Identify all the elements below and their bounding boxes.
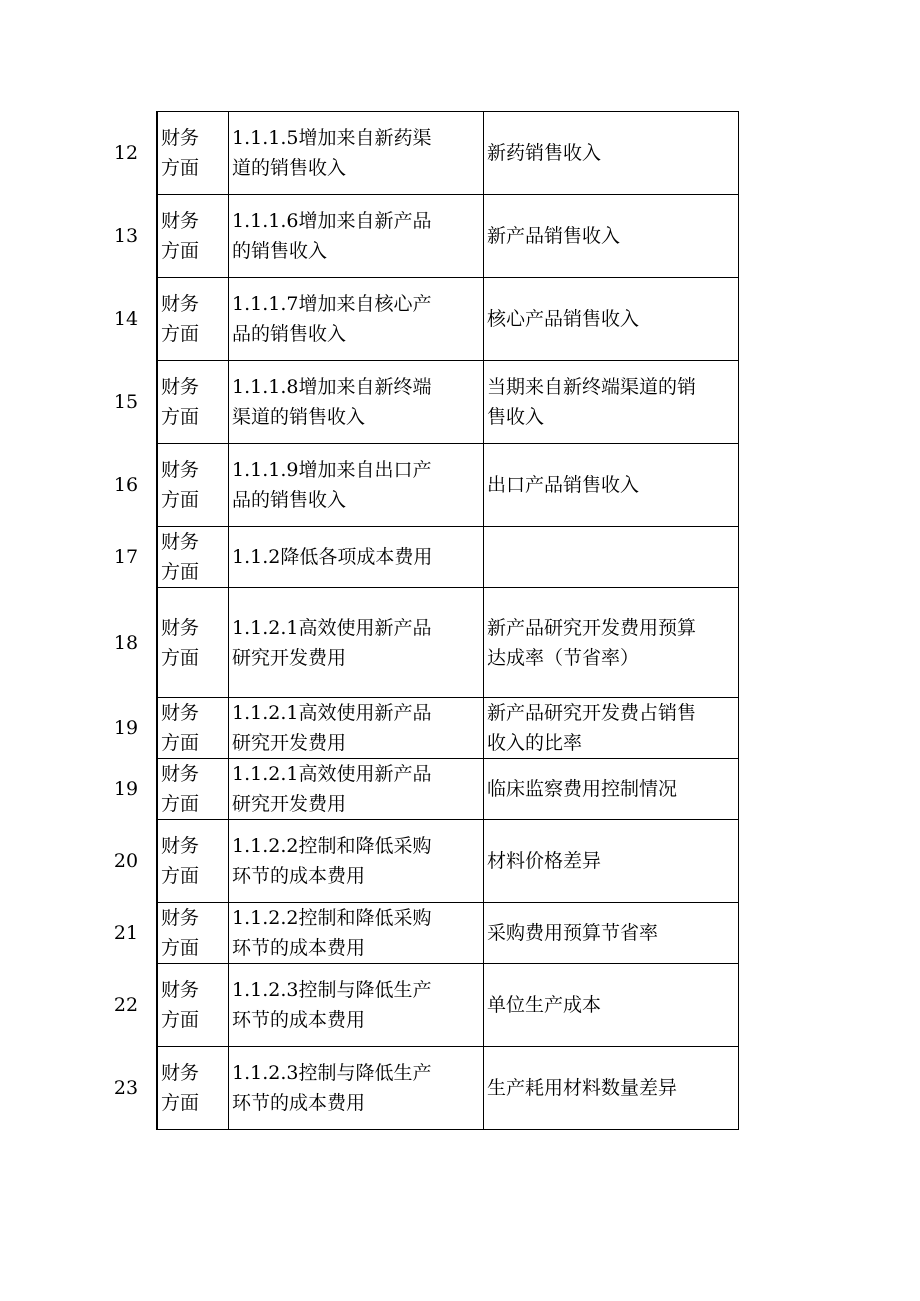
row-number: 16 [113,474,139,496]
indicator-cell: 出口产品销售收入 [484,444,739,527]
row-number: 18 [113,631,139,654]
row-number: 12 [113,142,139,164]
category-cell: 财务 方面 [157,195,229,278]
indicator-cell: 采购费用预算节省率 [484,903,739,964]
category-cell: 财务 方面 [157,820,229,903]
goal-cell: 1.1.2.2控制和降低采购 环节的成本费用 [229,903,484,964]
indicator-cell: 临床监察费用控制情况 [484,759,739,820]
table-row [96,527,739,588]
row-number: 14 [113,308,139,330]
goal-cell: 1.1.2.2控制和降低采购 环节的成本费用 [229,820,484,903]
goal-cell: 1.1.1.9增加来自出口产 品的销售收入 [229,444,484,527]
category-cell: 财务 方面 [157,903,229,964]
table-row [96,444,739,527]
indicator-cell: 生产耗用材料数量差异 [484,1047,739,1130]
goal-cell: 1.1.2降低各项成本费用 [229,527,484,588]
goal-cell: 1.1.2.1高效使用新产品 研究开发费用 [229,588,484,698]
indicator-cell: 当期来自新终端渠道的销 售收入 [484,361,739,444]
row-number: 15 [113,391,139,413]
category-cell: 财务 方面 [157,588,229,698]
table-row [96,112,739,195]
indicator-cell: 单位生产成本 [484,964,739,1047]
goal-cell: 1.1.1.6增加来自新产品 的销售收入 [229,195,484,278]
indicator-cell: 新产品研究开发费用预算 达成率（节省率） [484,588,739,698]
indicator-table [96,111,739,1130]
goal-cell: 1.1.1.8增加来自新终端 渠道的销售收入 [229,361,484,444]
row-number: 19 [113,778,139,800]
category-cell: 财务 方面 [157,444,229,527]
row-number: 22 [113,994,139,1016]
row-number: 20 [113,850,139,872]
row-number: 13 [113,225,139,247]
category-cell: 财务 方面 [157,1047,229,1130]
category-cell: 财务 方面 [157,964,229,1047]
goal-cell: 1.1.2.3控制与降低生产 环节的成本费用 [229,964,484,1047]
table-row [96,1047,739,1130]
row-number: 17 [113,546,139,568]
spreadsheet [96,111,739,1130]
goal-cell: 1.1.2.1高效使用新产品 研究开发费用 [229,759,484,820]
category-cell: 财务 方面 [157,698,229,759]
row-number: 23 [113,1077,139,1099]
category-cell: 财务 方面 [157,759,229,820]
table-row [96,361,739,444]
row-number: 21 [113,922,139,944]
goal-cell: 1.1.1.7增加来自核心产 品的销售收入 [229,278,484,361]
indicator-cell: 材料价格差异 [484,820,739,903]
table-row [96,903,739,964]
table-row [96,278,739,361]
category-cell: 财务 方面 [157,527,229,588]
indicator-cell: 新产品研究开发费占销售 收入的比率 [484,698,739,759]
indicator-cell: 新药销售收入 [484,112,739,195]
category-cell: 财务 方面 [157,278,229,361]
table-row [96,820,739,903]
table-row [96,964,739,1047]
goal-cell: 1.1.1.5增加来自新药渠 道的销售收入 [229,112,484,195]
category-cell: 财务 方面 [157,361,229,444]
row-number: 19 [113,717,139,739]
goal-cell: 1.1.2.3控制与降低生产 环节的成本费用 [229,1047,484,1130]
table-row [96,759,739,820]
indicator-cell: 核心产品销售收入 [484,278,739,361]
indicator-cell [484,527,739,588]
table-row [96,588,739,698]
table-row [96,195,739,278]
category-cell: 财务 方面 [157,112,229,195]
table-row [96,698,739,759]
indicator-cell: 新产品销售收入 [484,195,739,278]
goal-cell: 1.1.2.1高效使用新产品 研究开发费用 [229,698,484,759]
